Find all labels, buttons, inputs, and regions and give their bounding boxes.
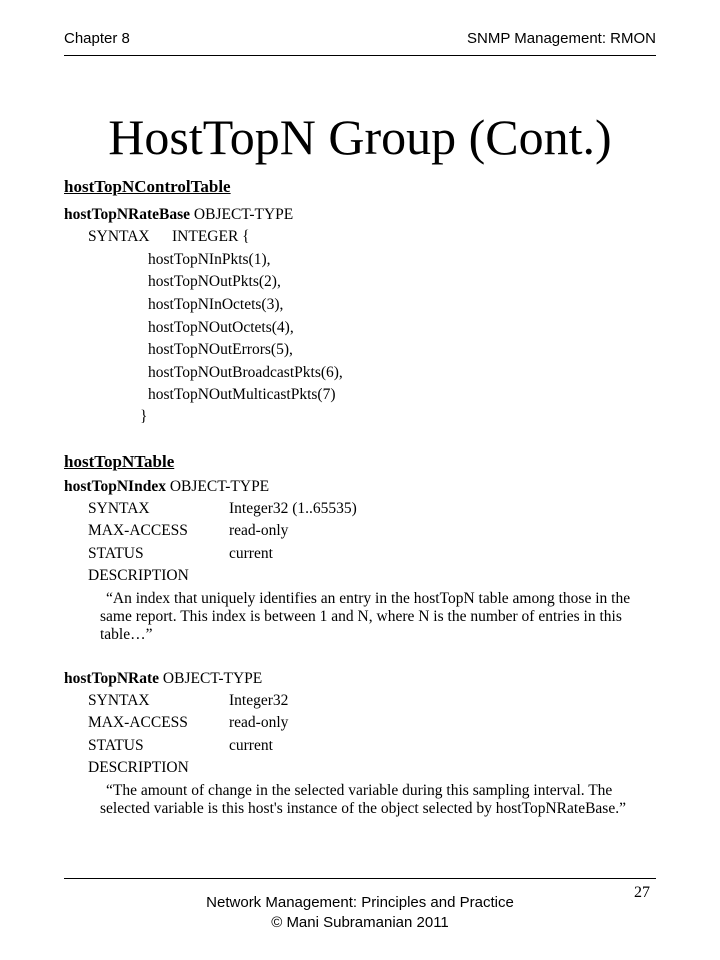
enum-item: hostTopNInOctets(3), (148, 296, 284, 313)
object-type-keyword: OBJECT-TYPE (190, 206, 294, 223)
section-heading-control-table: hostTopNControlTable (64, 177, 231, 196)
max-access-label: MAX-ACCESS (88, 714, 188, 731)
syntax-label: SYNTAX (88, 692, 150, 709)
slide-title: HostTopN Group (Cont.) (108, 109, 612, 165)
status-label: STATUS (88, 545, 144, 562)
page-number: 27 (634, 884, 650, 901)
max-access-value: read-only (229, 714, 289, 731)
enum-item: hostTopNOutErrors(5), (148, 341, 293, 358)
object-type-keyword: OBJECT-TYPE (159, 670, 263, 687)
enum-item: hostTopNInPkts(1), (148, 251, 271, 268)
object-name: hostTopNRateBase (64, 206, 191, 223)
description-text: “The amount of change in the selected variable during this sampling interval. The selected variable is this host's instance of the object selected by hostTopNRateBase.” (100, 782, 626, 817)
chapter-label: Chapter 8 (64, 30, 130, 47)
max-access-value: read-only (229, 522, 289, 539)
enum-item: hostTopNOutMulticastPkts(7) (148, 386, 336, 403)
object-name: hostTopNRate (64, 670, 160, 687)
enum-item: hostTopNOutOctets(4), (148, 319, 294, 336)
chapter-topic: SNMP Management: RMON (467, 30, 656, 47)
description-label: DESCRIPTION (88, 759, 189, 776)
footer-book-title: Network Management: Principles and Practice (206, 894, 514, 911)
object-declaration-rate (64, 670, 262, 688)
description-label: DESCRIPTION (88, 567, 189, 584)
footer-divider (64, 878, 656, 879)
enum-close-brace: } (140, 408, 148, 425)
syntax-value: INTEGER { (172, 228, 250, 245)
status-value: current (229, 737, 273, 754)
section-heading-topn-table: hostTopNTable (64, 452, 175, 471)
header-divider (64, 55, 656, 56)
footer-copyright: © Mani Subramanian 2011 (271, 914, 449, 931)
description-text: “An index that uniquely identifies an entry in the hostTopN table among those in the same report. This index is between 1 and N, where N is the number of entries in this table…” (100, 590, 631, 643)
enum-item: hostTopNOutPkts(2), (148, 273, 281, 290)
syntax-value: Integer32 (1..65535) (229, 500, 357, 517)
object-declaration-rate-base (64, 206, 293, 224)
max-access-label: MAX-ACCESS (88, 522, 188, 539)
status-value: current (229, 545, 273, 562)
syntax-value: Integer32 (229, 692, 289, 709)
status-label: STATUS (88, 737, 144, 754)
enum-item: hostTopNOutBroadcastPkts(6), (148, 364, 343, 381)
object-name: hostTopNIndex (64, 478, 166, 495)
syntax-label: SYNTAX (88, 228, 150, 245)
object-type-keyword: OBJECT-TYPE (165, 478, 270, 495)
syntax-label: SYNTAX (88, 500, 150, 517)
object-declaration-index (64, 478, 269, 496)
